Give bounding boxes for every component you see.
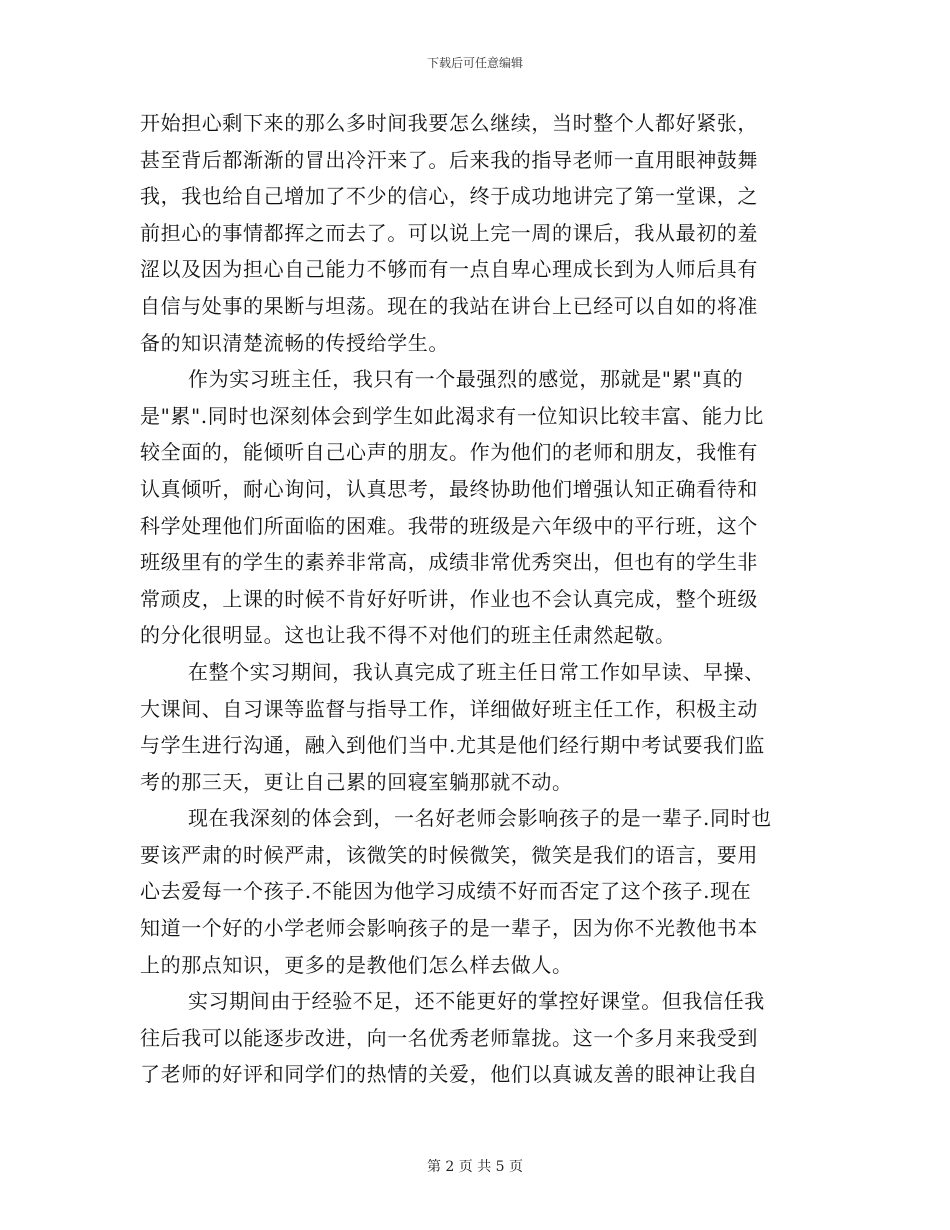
text-line: 开始担心剩下来的那么多时间我要怎么继续，当时整个人都好紧张， <box>140 111 758 135</box>
text-line: 心去爱每一个孩子.不能因为他学习成绩不好而否定了这个孩子.现在 <box>140 879 752 904</box>
page-header-note: 下载后可任意编辑 <box>426 56 523 70</box>
text-line: 考的那三天，更让自己累的回寝室躺那就不动。 <box>140 769 573 794</box>
paragraph-start-line: 在整个实习期间，我认真完成了班主任日常工作如早读、早操、 <box>188 659 765 684</box>
paragraph-start-line: 实习期间由于经验不足，还不能更好的掌控好课堂。但我信任我 <box>188 989 765 1014</box>
text-line: 班级里有的学生的素养非常高，成绩非常优秀突出，但也有的学生非 <box>140 550 758 575</box>
text-line: 的分化很明显。这也让我不得不对他们的班主任肃然起敬。 <box>140 623 676 648</box>
text-line: 要该严肃的时候严肃，该微笑的时候微笑，微笑是我们的语言，要用 <box>140 842 758 867</box>
text-line: 甚至背后都渐渐的冒出冷汗来了。后来我的指导老师一直用眼神鼓舞 <box>140 147 758 172</box>
text-line: 认真倾听，耐心询问，认真思考，最终协助他们增强认知正确看待和 <box>140 476 758 501</box>
text-line: 大课间、自习课等监督与指导工作，详细做好班主任工作，积极主动 <box>140 696 758 721</box>
text-line: 往后我可以能逐步改进，向一名优秀老师靠拢。这一个多月来我受到 <box>140 1025 758 1050</box>
paragraph-start-line: 作为实习班主任，我只有一个最强烈的感觉，那就是"累"真的 <box>188 367 744 392</box>
text-line: 我，我也给自己增加了不少的信心，终于成功地讲完了第一堂课，之 <box>140 184 758 209</box>
page-number-footer: 第 2 页 共 5 页 <box>426 1159 524 1175</box>
text-line: 前担心的事情都挥之而去了。可以说上完一周的课后，我从最初的羞 <box>140 220 758 245</box>
text-line: 自信与处事的果断与坦荡。现在的我站在讲台上已经可以自如的将准 <box>140 293 758 318</box>
text-line: 是"累".同时也深刻体会到学生如此渴求有一位知识比较丰富、能力比 <box>140 403 764 428</box>
text-line: 了老师的好评和同学们的热情的关爱，他们以真诚友善的眼神让我自 <box>140 1062 758 1087</box>
text-line: 与学生进行沟通，融入到他们当中.尤其是他们经行期中考试要我们监 <box>140 733 765 758</box>
text-line: 备的知识清楚流畅的传授给学生。 <box>140 330 449 355</box>
document-body <box>140 105 810 1093</box>
text-line: 涩以及因为担心自己能力不够而有一点自卑心理成长到为人师后具有 <box>140 257 758 282</box>
text-line: 较全面的，能倾听自己心声的朋友。作为他们的老师和朋友，我惟有 <box>140 440 758 465</box>
text-line: 常顽皮，上课的时候不肯好好听讲，作业也不会认真完成，整个班级 <box>140 586 758 611</box>
text-line: 科学处理他们所面临的困难。我带的班级是六年级中的平行班，这个 <box>140 513 758 538</box>
text-line: 上的那点知识，更多的是教他们怎么样去做人。 <box>140 952 573 977</box>
paragraph-start-line: 现在我深刻的体会到，一名好老师会影响孩子的是一辈子.同时也 <box>188 806 772 831</box>
text-line: 知道一个好的小学老师会影响孩子的是一辈子，因为你不光教他书本 <box>140 916 758 941</box>
